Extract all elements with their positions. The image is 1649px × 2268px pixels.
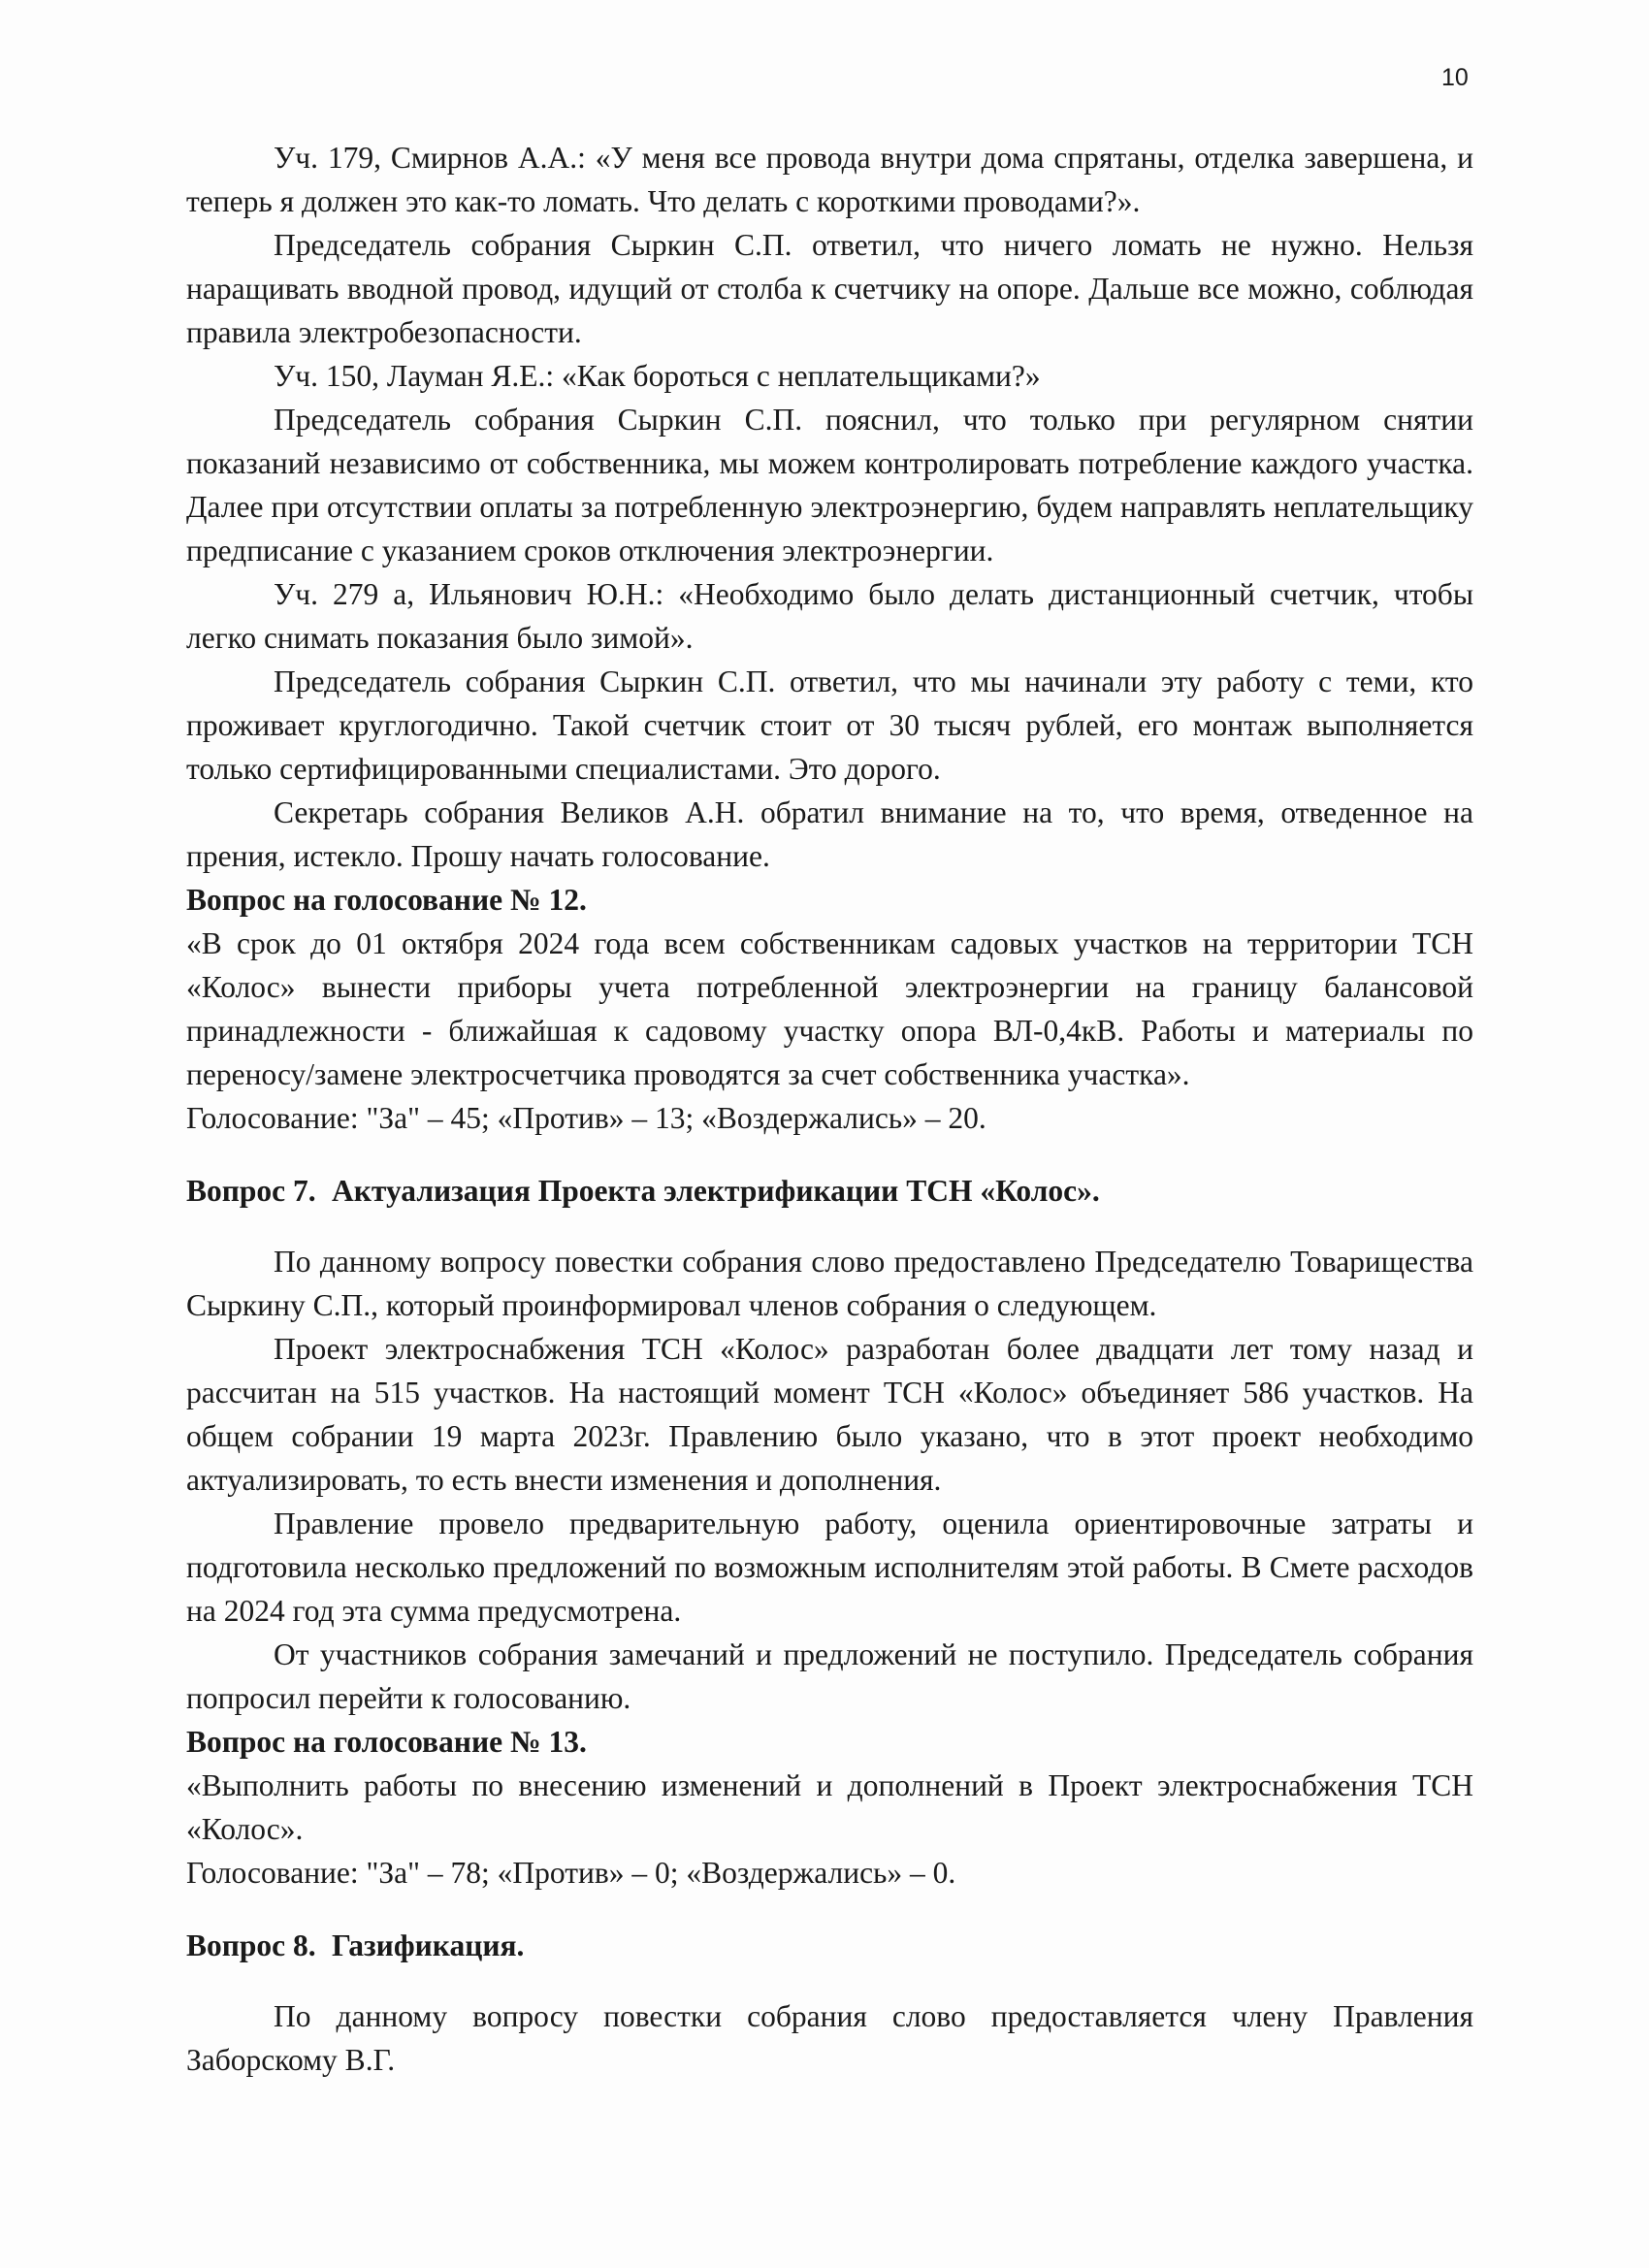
- vote-question-heading: Вопрос на голосование № 13.: [186, 1725, 587, 1759]
- document-body: [186, 136, 1473, 2082]
- section-number: Вопрос 8.: [186, 1928, 316, 1962]
- paragraph: Уч. 279 а, Ильянович Ю.Н.: «Необходимо было делать дистанционный счетчик, чтобы легко снимать показания было зимой».: [186, 577, 1473, 655]
- paragraph: Председатель собрания Сыркин С.П. ответил, что мы начинали эту работу с теми, кто проживает круглогодично. Такой счетчик стоит от 30 тысяч рублей, его монтаж выполняется только сертифицированными специалистами. Это дорого.: [186, 664, 1473, 786]
- vote-question-text: «Выполнить работы по внесению изменений и дополнений в Проект электроснабжения ТСН «Колос».: [186, 1768, 1473, 1846]
- section-title: Актуализация Проекта электрификации ТСН «Колос».: [332, 1174, 1100, 1208]
- section-title: Газификация.: [332, 1928, 525, 1962]
- paragraph: Председатель собрания Сыркин С.П. пояснил, что только при регулярном снятии показаний независимо от собственника, мы можем контролировать потребление каждого участка. Далее при отсутствии оплаты за потребленную электроэнергию, будем направлять неплательщику предписание с указанием сроков отключения электроэнергии.: [186, 403, 1473, 567]
- paragraph: По данному вопросу повестки собрания слово предоставляется члену Правления Заборскому В.Г.: [186, 1999, 1473, 2077]
- section-number: Вопрос 7.: [186, 1174, 316, 1208]
- paragraph: Председатель собрания Сыркин С.П. ответил, что ничего ломать не нужно. Нельзя наращивать вводной провод, идущий от столба к счетчику на опоре. Дальше все можно, соблюдая правила электробезопасности.: [186, 228, 1473, 349]
- vote-result: Голосование: "За" – 78; «Против» – 0; «Воздержались» – 0.: [186, 1856, 956, 1890]
- paragraph: Уч. 150, Лауман Я.Е.: «Как бороться с неплательщиками?»: [274, 359, 1041, 393]
- paragraph: Проект электроснабжения ТСН «Колос» разработан более двадцати лет тому назад и рассчитан на 515 участков. На настоящий момент ТСН «Колос» объединяет 586 участков. На общем собрании 19 марта 2023г. Правлению было указано, что в этот проект необходимо актуализировать, то есть внести изменения и дополнения.: [186, 1332, 1473, 1497]
- paragraph: Правление провело предварительную работу, оценила ориентировочные затраты и подготовила несколько предложений по возможным исполнителям этой работы. В Смете расходов на 2024 год эта сумма предусмотрена.: [186, 1507, 1473, 1628]
- section-heading: [186, 1924, 1473, 1967]
- page-number: 10: [1441, 64, 1469, 91]
- vote-question-heading: Вопрос на голосование № 12.: [186, 883, 587, 917]
- section-heading: [186, 1169, 1473, 1213]
- vote-result: Голосование: "За" – 45; «Против» – 13; «Воздержались» – 20.: [186, 1101, 986, 1135]
- paragraph: По данному вопросу повестки собрания слово предоставлено Председателю Товарищества Сыркину С.П., который проинформировал членов собрания о следующем.: [186, 1245, 1473, 1322]
- paragraph: Уч. 179, Смирнов А.А.: «У меня все провода внутри дома спрятаны, отделка завершена, и теперь я должен это как-то ломать. Что делать с короткими проводами?».: [186, 141, 1473, 218]
- vote-question-text: «В срок до 01 октября 2024 года всем собственникам садовых участков на территории ТСН «Колос» вынести приборы учета потребленной электроэнергии на границу балансовой принадлежности - ближайшая к садовому участку опора ВЛ-0,4кВ. Работы и материалы по переносу/замене электросчетчика проводятся за счет собственника участка».: [186, 926, 1473, 1091]
- paragraph: От участников собрания замечаний и предложений не поступило. Председатель собрания попросил перейти к голосованию.: [186, 1637, 1473, 1715]
- paragraph: Секретарь собрания Великов А.Н. обратил внимание на то, что время, отведенное на прения, истекло. Прошу начать голосование.: [186, 795, 1473, 873]
